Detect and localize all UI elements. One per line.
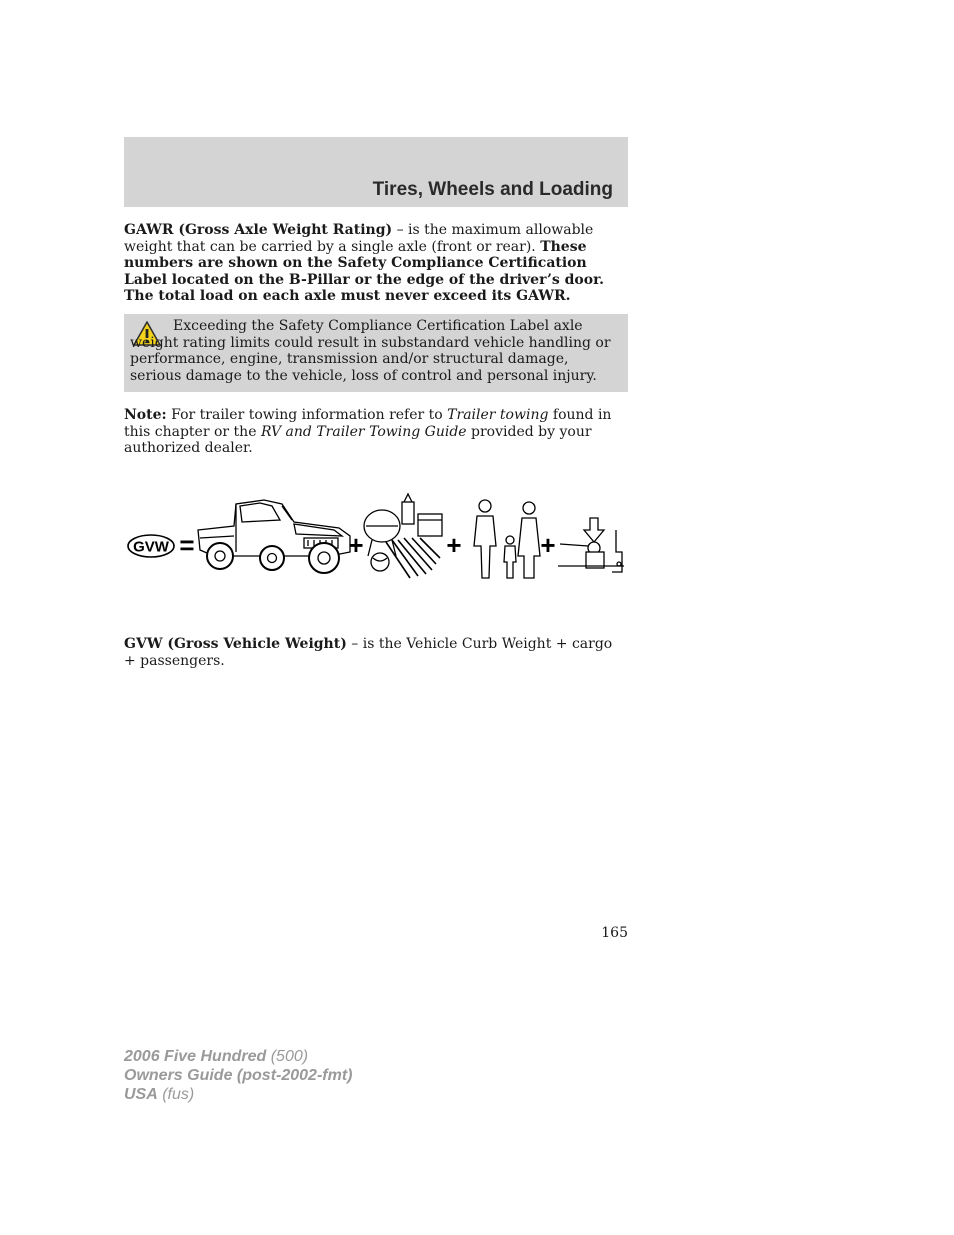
gvw-paragraph (124, 636, 624, 669)
plus-sign: + (540, 530, 556, 560)
gvw-definition: – is the Vehicle Curb Weight + cargo + passengers. (124, 636, 613, 669)
equals-sign: = (179, 530, 195, 560)
gawr-term: GAWR (Gross Axle Weight Rating) (124, 222, 393, 238)
trailer-hitch-icon (558, 518, 624, 572)
footer-line-3 (124, 1085, 352, 1104)
pickup-truck-icon (198, 500, 350, 573)
warning-box (124, 314, 628, 392)
passengers-icon (474, 500, 540, 578)
page-number: 165 (601, 925, 628, 941)
cargo-icon (364, 494, 442, 578)
footer-model-code: (500) (266, 1048, 309, 1065)
note-text: For trailer towing information refer to (166, 407, 448, 423)
gvw-illustration (124, 490, 628, 586)
gawr-emphasis: These numbers are shown on the Safety Compliance Certification Label located on the B-Pillar or the edge of the driver’s door. The total load on each axle must never exceed its GAWR. (124, 238, 605, 304)
gvw-badge (128, 535, 174, 557)
note-label: Note: (124, 407, 167, 423)
warning-text: Exceeding the Safety Compliance Certification Label axle weight rating limits could result in substandard vehicle handling or performance, engine, transmission and/or structural damage, serious damage to the vehicle, loss of control and personal injury. (130, 318, 611, 384)
footer-market: USA (124, 1086, 158, 1103)
plus-sign: + (446, 530, 462, 560)
note-text: found in this chapter or the (124, 407, 612, 440)
gvw-term: GVW (Gross Vehicle Weight) (124, 636, 347, 652)
gawr-definition: – is the maximum allowable weight that can be carried by a single axle (front or rear). (124, 222, 594, 255)
note-text: provided by your authorized dealer. (124, 423, 592, 456)
link-trailer-towing[interactable]: Trailer towing (447, 407, 549, 423)
gvw-badge-text: GVW (133, 538, 169, 556)
footer-line-1 (124, 1047, 352, 1066)
gawr-paragraph (124, 222, 624, 305)
section-header (124, 137, 628, 207)
footer-market-code: (fus) (157, 1086, 195, 1103)
section-title: Tires, Wheels and Loading (372, 179, 613, 200)
footer-guide: Owners Guide (post-2002-fmt) (124, 1067, 353, 1084)
note-paragraph (124, 407, 624, 457)
footer-line-2 (124, 1066, 352, 1085)
footer-model: 2006 Five Hundred (124, 1048, 267, 1065)
document-footer (124, 1047, 352, 1104)
plus-sign: + (348, 530, 364, 560)
link-rv-trailer-guide[interactable]: RV and Trailer Towing Guide (260, 423, 467, 440)
